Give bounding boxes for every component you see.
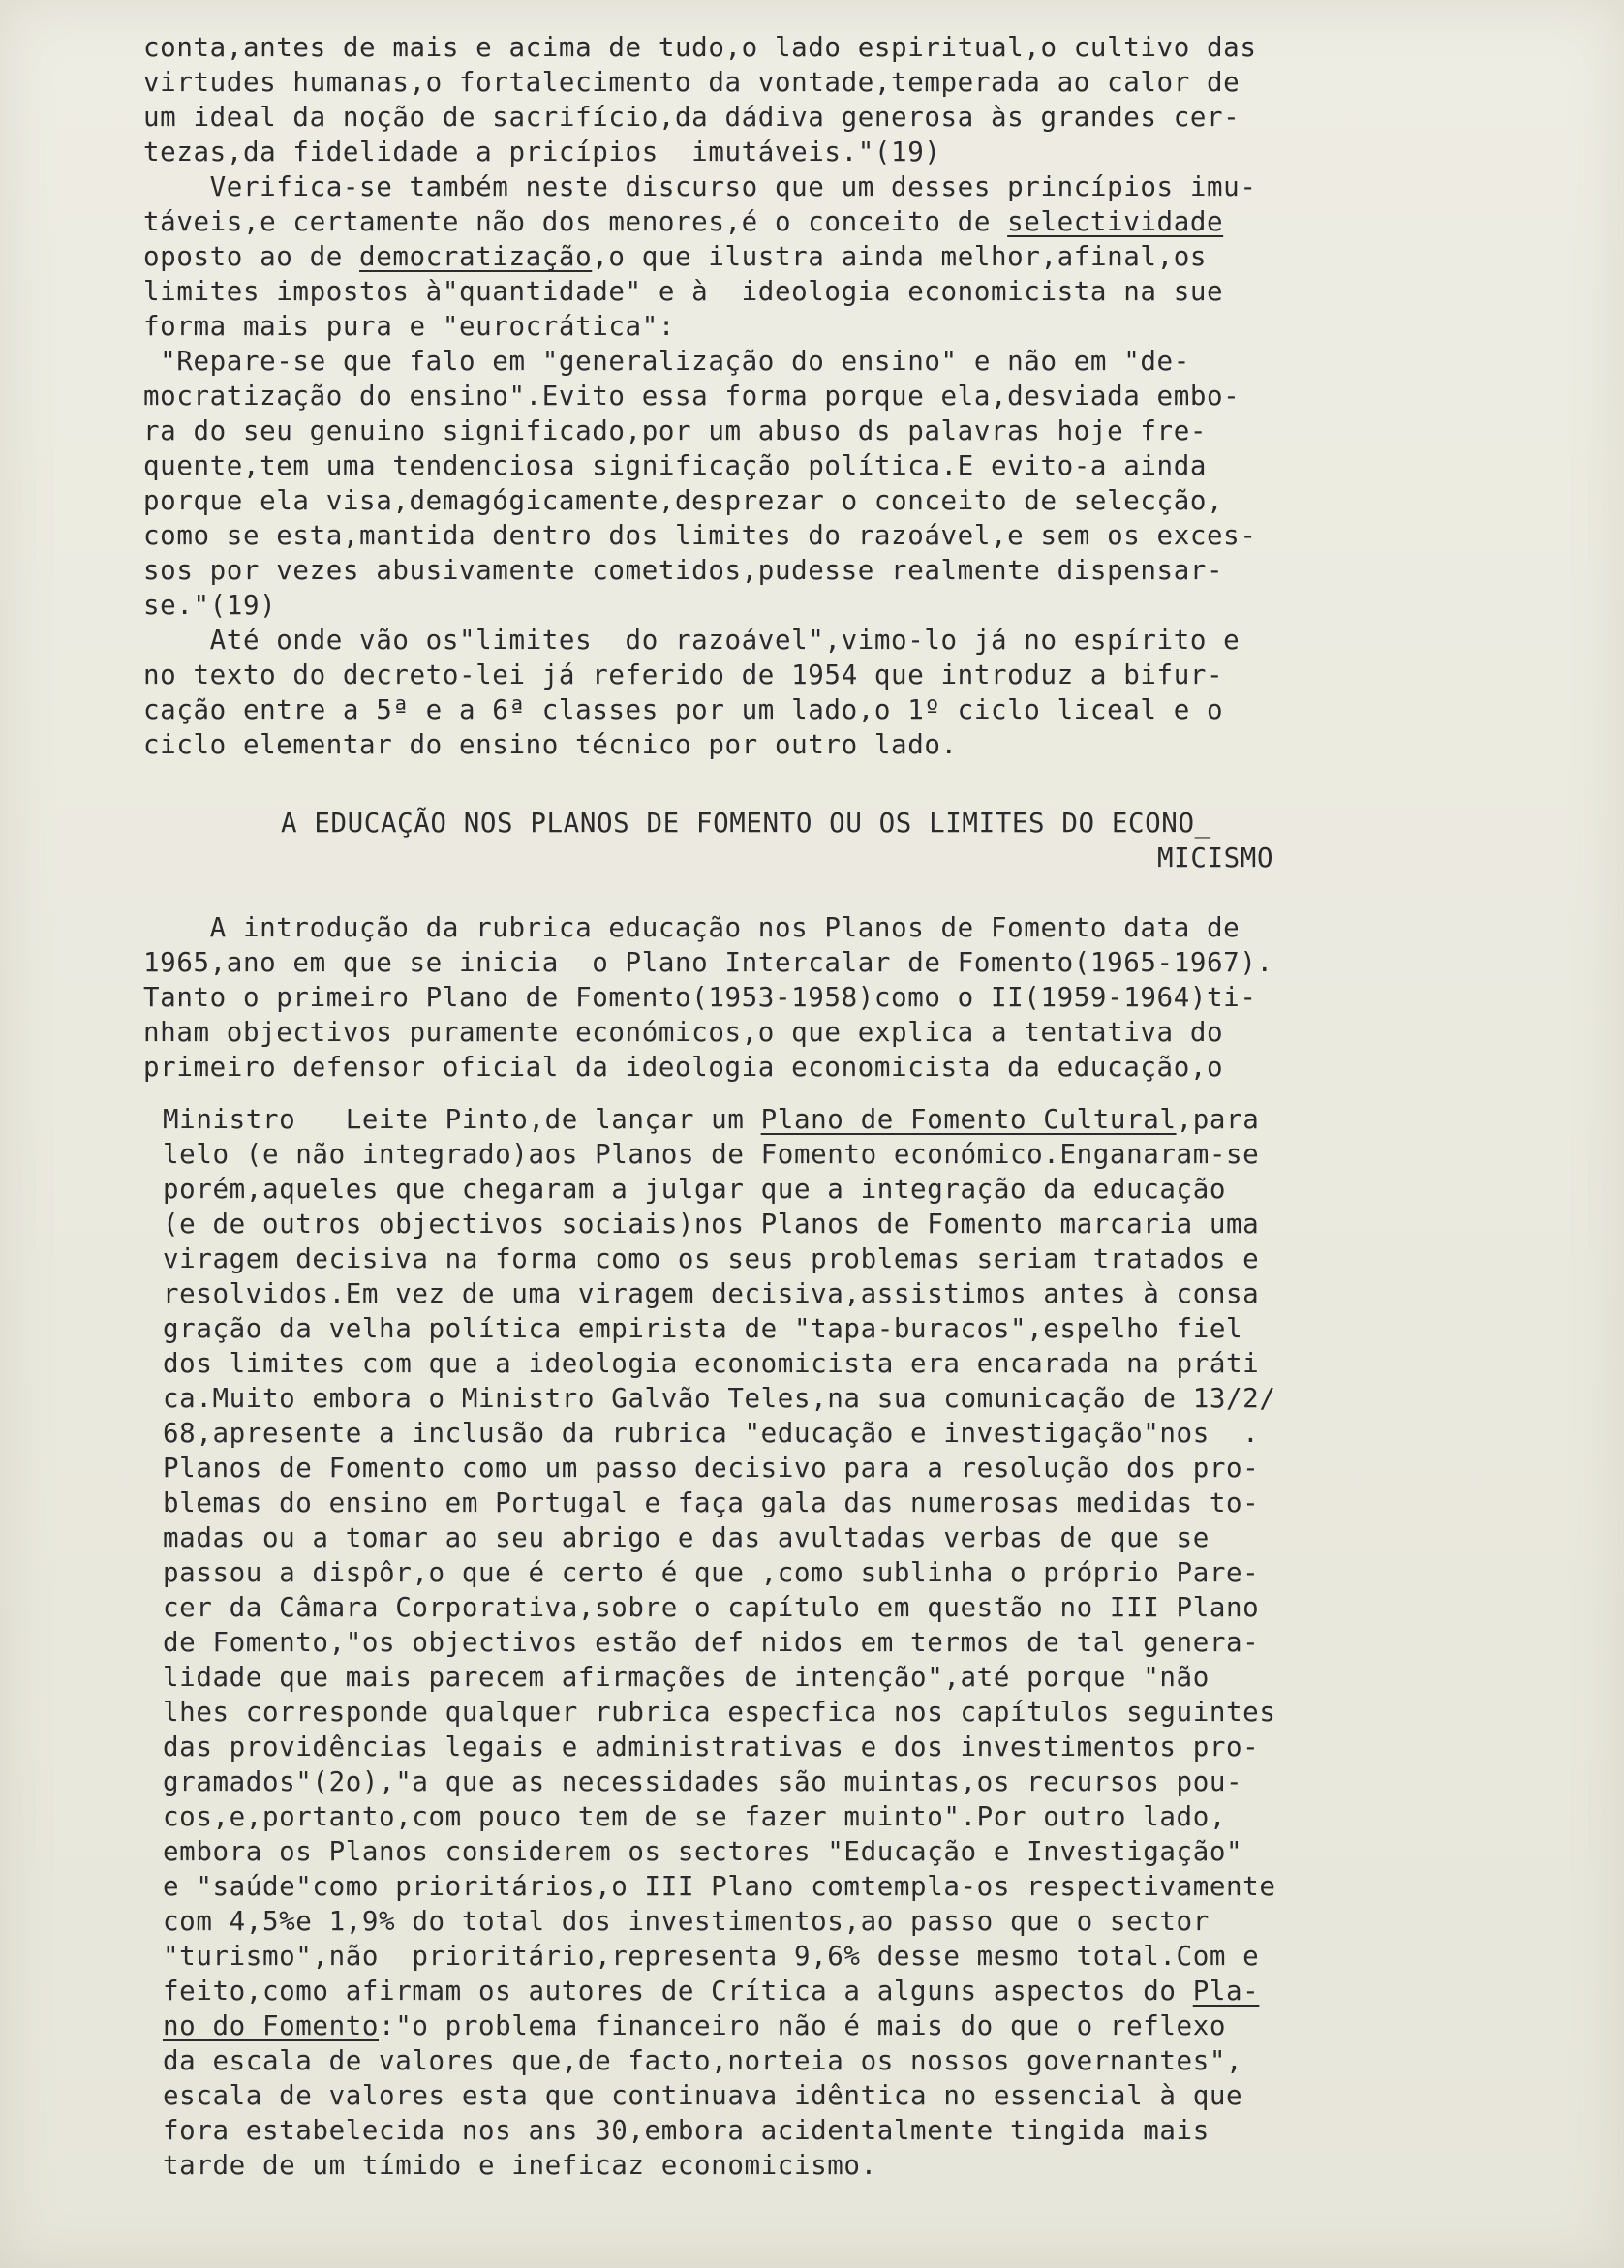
text-line: tezas,da fidelidade a pricípios imutáveis."(19) (143, 137, 941, 168)
text-line: lhes corresponde qualquer rubrica especfica nos capítulos seguintes (163, 1697, 1276, 1728)
text-line: virtudes humanas,o fortalecimento da vontade,temperada ao calor de (143, 67, 1241, 98)
text-line: porém,aqueles que chegaram a julgar que a integração da educação (163, 1174, 1227, 1205)
text-segment: ,o que ilustra ainda melhor,afinal,os (592, 241, 1208, 272)
text-line (163, 1102, 1259, 1137)
text-line: dos limites com que a ideologia economicista era encarada na práti (163, 1348, 1260, 1379)
text-line: como se esta,mantida dentro dos limites do razoável,e sem os exces- (143, 520, 1257, 551)
text-line (143, 204, 1223, 239)
text-line: ca.Muito embora o Ministro Galvão Teles,na sua comunicação de 13/2/ (163, 1383, 1276, 1414)
heading-line: MICISMO (1157, 843, 1274, 873)
text-line: gração da velha política empirista de "tapa-buracos",espelho fiel (163, 1313, 1243, 1344)
text-line: cos,e,portanto,com pouco tem de se fazer muinto".Por outro lado, (163, 1801, 1227, 1832)
text-line: nham objectivos puramente económicos,o que explica a tentativa do (143, 1017, 1224, 1048)
text-line: Planos de Fomento como um passo decisivo para a resolução dos pro- (163, 1453, 1260, 1484)
text-line: tarde de um tímido e ineficaz economicismo. (163, 2150, 877, 2181)
text-line: viragem decisiva na forma como os seus problemas seriam tratados e (163, 1243, 1260, 1274)
text-line (143, 239, 1207, 274)
text-line (163, 2008, 1226, 2043)
text-line: sos por vezes abusivamente cometidos,pudesse realmente dispensar- (143, 555, 1224, 586)
text-line: porque ela visa,demagógicamente,desprezar o conceito de selecção, (143, 485, 1224, 516)
text-line: A introdução da rubrica educação nos Planos de Fomento data de (143, 912, 1241, 943)
text-segment: :"o problema financeiro não é mais do que o reflexo (379, 2010, 1227, 2041)
text-segment: oposto ao de (143, 241, 360, 272)
underlined-term-democratizacao: democratização (359, 241, 593, 272)
text-line: forma mais pura e "eurocrática": (143, 311, 676, 342)
text-segment: táveis,e certamente não dos menores,é o conceito de (143, 206, 1008, 237)
text-line: de Fomento,"os objectivos estão def nidos em termos de tal genera- (163, 1627, 1260, 1658)
text-line: cação entre a 5ª e a 6ª classes por um lado,o 1º ciclo liceal e o (143, 694, 1224, 725)
text-line: lelo (e não integrado)aos Planos de Fomento económico.Enganaram-se (163, 1139, 1260, 1170)
text-line: primeiro defensor oficial da ideologia economicista da educação,o (143, 1052, 1224, 1083)
text-line: (e de outros objectivos sociais)nos Planos de Fomento marcaria uma (163, 1209, 1260, 1240)
text-line: blemas do ensino em Portugal e faça gala das numerosas medidas to- (163, 1487, 1260, 1518)
text-line: 68,apresente a inclusão da rubrica "educação e investigação"nos . (163, 1418, 1260, 1449)
text-line: quente,tem uma tendenciosa significação política.E evito-a ainda (143, 450, 1208, 481)
text-segment: ,para (1176, 1104, 1260, 1135)
text-line: no texto do decreto-lei já referido de 1954 que introduz a bifur- (143, 659, 1224, 690)
text-line: mocratização do ensino".Evito essa forma porque ela,desviada embo- (143, 381, 1241, 412)
text-line: escala de valores esta que continuava idêntica no essencial à que (163, 2080, 1243, 2111)
text-line: passou a dispôr,o que é certo é que ,como sublinha o próprio Pare- (163, 1557, 1260, 1588)
text-line: Até onde vão os"limites do razoável",vimo-lo já no espírito e (143, 625, 1241, 656)
text-line: 1965,ano em que se inicia o Plano Intercalar de Fomento(1965-1967). (143, 947, 1273, 978)
text-line: resolvidos.Em vez de uma viragem decisiva,assistimos antes à consa (163, 1278, 1260, 1309)
text-line: Tanto o primeiro Plano de Fomento(1953-1958)como o II(1959-1964)ti- (143, 982, 1257, 1013)
text-line: ra do seu genuino significado,por um abuso ds palavras hoje fre- (143, 415, 1208, 446)
text-line: embora os Planos considerem os sectores "Educação e Investigação" (163, 1836, 1243, 1867)
text-line: das providências legais e administrativas e dos investimentos pro- (163, 1732, 1260, 1762)
text-line: limites impostos à"quantidade" e à ideologia economicista na sue (143, 276, 1224, 307)
text-line: "Repare-se que falo em "generalização do ensino" e não em "de- (143, 346, 1190, 377)
text-line: e "saúde"como prioritários,o III Plano comtempla-os respectivamente (163, 1871, 1276, 1902)
text-line: gramados"(2o),"a que as necessidades são muintas,os recursos pou- (163, 1766, 1243, 1797)
heading-line: A EDUCAÇÃO NOS PLANOS DE FOMENTO OU OS LIMITES DO ECONO_ (281, 808, 1211, 839)
text-line: fora estabelecida nos ans 30,embora acidentalmente tingida mais (163, 2115, 1210, 2146)
underlined-title-critica: Pla- (1192, 1976, 1260, 2007)
text-line: madas ou a tomar ao seu abrigo e das avultadas verbas de que se (163, 1522, 1210, 1553)
underlined-title-plano-cultural: Plano de Fomento Cultural (760, 1104, 1177, 1135)
text-line: cer da Câmara Corporativa,sobre o capítulo em questão no III Plano (163, 1592, 1260, 1623)
underlined-term-selectividade: selectividade (1007, 206, 1224, 237)
text-line: conta,antes de mais e acima de tudo,o lado espiritual,o cultivo das (143, 32, 1257, 63)
text-line: da escala de valores que,de facto,norteia os nossos governantes", (163, 2045, 1243, 2076)
text-line: "turismo",não prioritário,representa 9,6% desse mesmo total.Com e (163, 1941, 1260, 1972)
text-line: Verifica-se também neste discurso que um desses princípios imu- (143, 171, 1257, 202)
text-line (163, 1974, 1259, 2008)
underlined-title-fomento: no do Fomento (163, 2010, 380, 2041)
text-line: lidade que mais parecem afirmações de intenção",até porque "não (163, 1662, 1210, 1693)
text-segment: feito,como afirmam os autores de Crítica a alguns aspectos do (163, 1976, 1193, 2007)
text-line: um ideal da noção de sacrifício,da dádiva generosa às grandes cer- (143, 102, 1241, 133)
text-line: com 4,5%e 1,9% do total dos investimentos,ao passo que o sector (163, 1906, 1210, 1937)
text-line: se."(19) (143, 590, 277, 621)
text-segment: Ministro Leite Pinto,de lançar um (163, 1104, 761, 1135)
text-line: ciclo elementar do ensino técnico por outro lado. (143, 729, 958, 760)
